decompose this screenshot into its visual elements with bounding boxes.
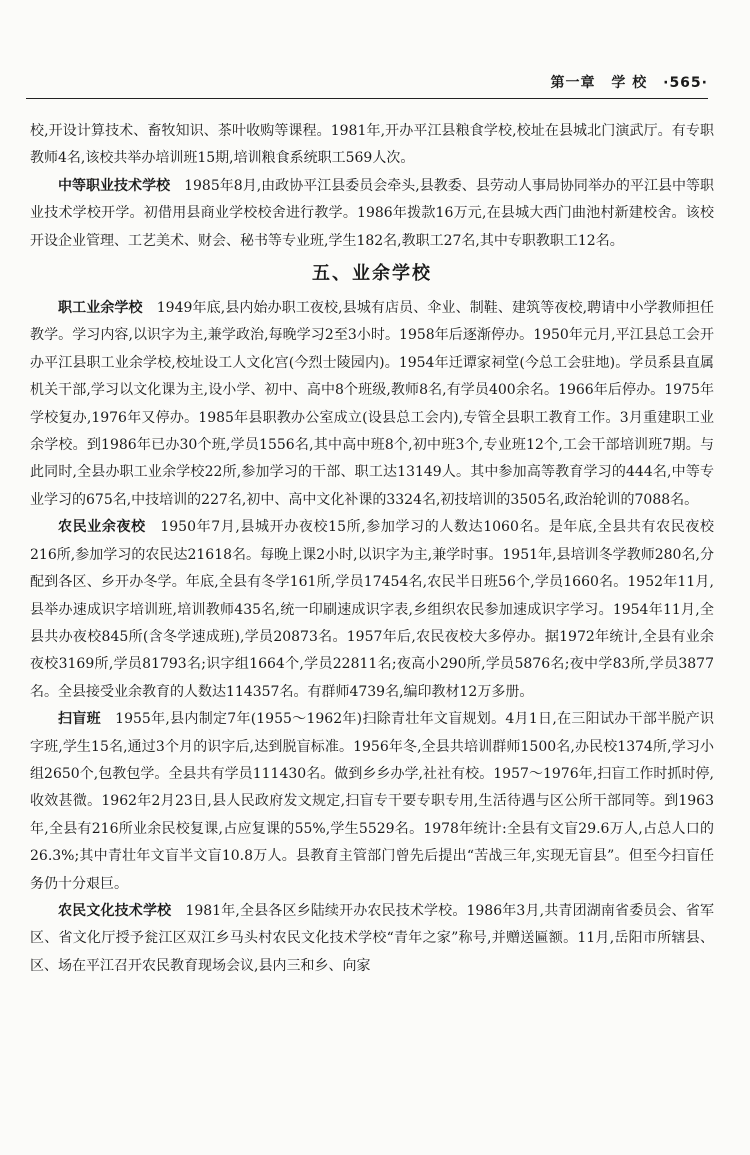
paragraph-farmer-tech-school: [30, 898, 714, 980]
paragraph-literacy-class: [30, 706, 714, 898]
paragraph-text: 1955年,县内制定7年(1955～1962年)扫除青壮年文盲规划。4月1日,在三阳试办干部半脱产识字班,学生15名,通过3个月的识字后,达到脱盲标准。1956年冬,全县共培训群师1500名,办民校1374所,学习小组2650个,包教包学。全县共有学员111430名。做到乡乡办学,社社有校。1957～1976年,扫盲工作时抓时停,收效甚微。1962年2月23日,县人民政府发文规定,扫盲专干要专职专用,生活待遇与区公所干部同等。到1963年,全县有216所业余民校复课,占应复课的55%,学生5529名。1978年统计:全县有文盲29.6万人,占总人口的26.3%;其中青壮年文盲半文盲10.8万人。县教育主管部门曾先后提出“苦战三年,实现无盲县”。但至今扫盲任务仍十分艰巨。: [30, 711, 715, 892]
paragraph-text: 1950年7月,县城开办夜校15所,参加学习的人数达1060名。是年底,全县共有农民夜校216所,参加学习的农民达21618名。每晚上课2小时,以识字为主,兼学时事。1951年,县培训冬学教师280名,分配到各区、乡开办冬学。年底,全县有冬学161所,学员17454名,农民半日班56个,学员1660名。1952年11月,县举办速成识字培训班,培训教师435名,统一印刷速成识字表,乡组织农民参加速成识字学习。1954年11月,全县共办夜校845所(含冬学速成班),学员20873名。1957年后,农民夜校大多停办。据1972年统计,全县有业余夜校3169所,学员81793名;识字组1664个,学员22811名;夜高小290所,学员5876名;夜中学83所,学员3877名。全县接受业余教育的人数达114357名。有群师4739名,编印教材12万多册。: [30, 519, 714, 700]
chapter-title: 学 校: [611, 75, 648, 91]
paragraph-continued: [30, 118, 714, 173]
paragraph-lead: 农民业余夜校: [58, 519, 146, 536]
paragraph-vocational-school: [30, 173, 714, 255]
page-number: ·565·: [663, 75, 708, 91]
paragraph-text: 校,开设计算技术、畜牧知识、茶叶收购等课程。1981年,开办平江县粮食学校,校址在县城北门演武厅。有专职教师4名,该校共举办培训班15期,培训粮食系统职工569人次。: [30, 123, 714, 167]
paragraph-lead: 扫盲班: [58, 711, 101, 728]
paragraph-lead: 农民文化技术学校: [58, 902, 172, 919]
paragraph-text: 1985年8月,由政协平江县委员会牵头,县教委、县劳动人事局协同举办的平江县中等职业技术学校开学。初借用县商业学校校舍进行教学。1986年拨款16万元,在县城大西门曲池村新建校舍。该校开设企业管理、工艺美术、财会、秘书等专业班,学生182名,教职工27名,其中专职教职工12名。: [30, 177, 715, 249]
paragraph-lead: 中等职业技术学校: [58, 177, 171, 194]
chapter-label: 第一章: [550, 75, 596, 91]
paragraph-worker-school: [30, 295, 714, 514]
page-header: [26, 72, 708, 96]
paragraph-text: 1949年底,县内始办职工夜校,县城有店员、伞业、制鞋、建筑等夜校,聘请中小学教师担任教学。学习内容,以识字为主,兼学政治,每晚学习2至3小时。1958年后逐渐停办。1950年元月,平江县总工会开办平江县职工业余学校,校址设工人文化宫(今烈士陵园内)。1954年迁谭家祠堂(今总工会驻地)。学员系县直属机关干部,学习以文化课为主,设小学、初中、高中8个班级,教师8名,有学员400余名。1966年后停办。1975年学校复办,1976年又停办。1985年县职教办公室成立(设县总工会内),专管全县职工教育工作。3月重建职工业余学校。到1986年已办30个班,学员1556名,其中高中班8个,初中班3个,专业班12个,工会干部培训班7期。与此同时,全县办职工业余学校22所,参加学习的干部、职工达13149人。其中参加高等教育学习的444名,中等专业学习的675名,中技培训的227名,初中、高中文化补课的3324名,初技培训的3505名,政治轮训的7088名。: [30, 300, 714, 508]
paragraph-farmer-night-school: [30, 514, 714, 706]
header-rule: [26, 98, 708, 99]
section-heading: 五、业余学校: [312, 263, 432, 285]
paragraph-lead: 职工业余学校: [58, 300, 143, 317]
paragraph-text: 1981年,全县各区乡陆续开办农民技术学校。1986年3月,共青团湖南省委员会、省军区、省文化厅授予瓮江区双江乡马头村农民文化技术学校“青年之家”称号,并赠送匾额。11月,岳阳市所辖县、区、场在平江召开农民教育现场会议,县内三和乡、向家: [30, 902, 714, 974]
page-body: [30, 118, 714, 980]
